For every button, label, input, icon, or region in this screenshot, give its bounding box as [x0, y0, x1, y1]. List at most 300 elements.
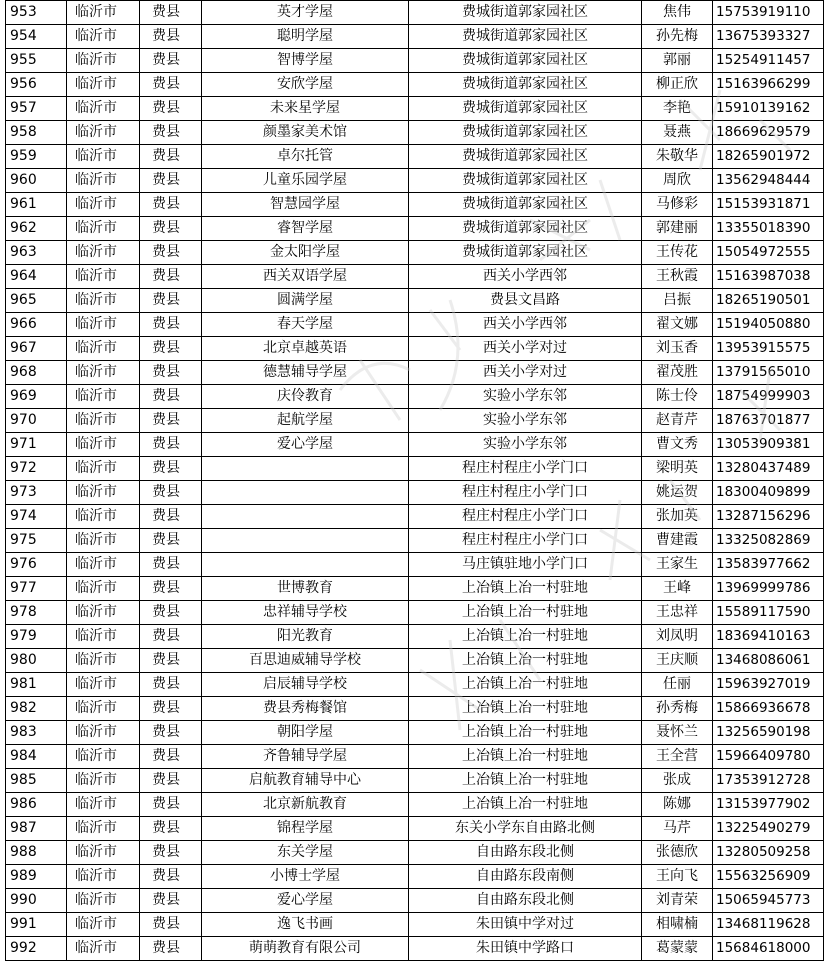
address-cell: 上冶镇上冶一村驻地: [409, 673, 642, 697]
institution-name-cell: 起航学屋: [202, 409, 409, 433]
address-cell: 西关小学对过: [409, 337, 642, 361]
row-number: 967: [6, 337, 67, 361]
row-number: 986: [6, 793, 67, 817]
contact-person-cell: 孙先梅: [642, 25, 713, 49]
row-number: 959: [6, 145, 67, 169]
county-cell: 费县: [140, 409, 202, 433]
row-number: 984: [6, 745, 67, 769]
phone-cell: 13791565010: [713, 361, 824, 385]
county-cell: 费县: [140, 361, 202, 385]
institution-name-cell: 启航教育辅导中心: [202, 769, 409, 793]
table-row: [6, 313, 824, 337]
phone-cell: 13468119628: [713, 913, 824, 937]
city-cell: 临沂市: [67, 697, 140, 721]
address-cell: 费城街道郭家园社区: [409, 1, 642, 25]
institution-name-cell: 金太阳学屋: [202, 241, 409, 265]
city-cell: 临沂市: [67, 217, 140, 241]
contact-person-cell: 陈士伶: [642, 385, 713, 409]
phone-cell: 18669629579: [713, 121, 824, 145]
city-cell: 临沂市: [67, 409, 140, 433]
county-cell: 费县: [140, 289, 202, 313]
county-cell: 费县: [140, 337, 202, 361]
institution-name-cell: 儿童乐园学屋: [202, 169, 409, 193]
county-cell: 费县: [140, 745, 202, 769]
contact-person-cell: 吕振: [642, 289, 713, 313]
county-cell: 费县: [140, 193, 202, 217]
contact-person-cell: 陈娜: [642, 793, 713, 817]
contact-person-cell: 聂怀兰: [642, 721, 713, 745]
table-row: [6, 97, 824, 121]
city-cell: 临沂市: [67, 121, 140, 145]
county-cell: 费县: [140, 433, 202, 457]
table-row: [6, 241, 824, 265]
address-cell: 费城街道郭家园社区: [409, 241, 642, 265]
city-cell: 临沂市: [67, 1, 140, 25]
row-number: 958: [6, 121, 67, 145]
contact-person-cell: 马修彩: [642, 193, 713, 217]
county-cell: 费县: [140, 577, 202, 601]
address-cell: 程庄村程庄小学门口: [409, 529, 642, 553]
table-row: [6, 265, 824, 289]
contact-person-cell: 张加英: [642, 505, 713, 529]
row-number: 977: [6, 577, 67, 601]
phone-cell: 13280437489: [713, 457, 824, 481]
institution-name-cell: 智慧园学屋: [202, 193, 409, 217]
city-cell: 临沂市: [67, 745, 140, 769]
institution-name-cell: 安欣学屋: [202, 73, 409, 97]
institution-name-cell: [202, 505, 409, 529]
table-row: [6, 193, 824, 217]
phone-cell: 13225490279: [713, 817, 824, 841]
address-cell: 费城街道郭家园社区: [409, 217, 642, 241]
document-page: [5, 0, 823, 961]
table-row: [6, 649, 824, 673]
row-number: 964: [6, 265, 67, 289]
contact-person-cell: 葛蒙蒙: [642, 937, 713, 961]
table-row: [6, 505, 824, 529]
contact-person-cell: 聂燕: [642, 121, 713, 145]
row-number: 965: [6, 289, 67, 313]
city-cell: 临沂市: [67, 169, 140, 193]
institution-name-cell: [202, 457, 409, 481]
contact-person-cell: 王秋霞: [642, 265, 713, 289]
row-number: 971: [6, 433, 67, 457]
institution-name-cell: 爱心学屋: [202, 889, 409, 913]
row-number: 991: [6, 913, 67, 937]
row-number: 963: [6, 241, 67, 265]
address-cell: 上冶镇上冶一村驻地: [409, 601, 642, 625]
phone-cell: 15065945773: [713, 889, 824, 913]
address-cell: 上冶镇上冶一村驻地: [409, 577, 642, 601]
county-cell: 费县: [140, 841, 202, 865]
contact-person-cell: 王庆顺: [642, 649, 713, 673]
institution-name-cell: 逸飞书画: [202, 913, 409, 937]
address-cell: 实验小学东邻: [409, 385, 642, 409]
county-cell: 费县: [140, 889, 202, 913]
city-cell: 临沂市: [67, 385, 140, 409]
row-number: 972: [6, 457, 67, 481]
county-cell: 费县: [140, 97, 202, 121]
phone-cell: 15054972555: [713, 241, 824, 265]
table-row: [6, 73, 824, 97]
contact-person-cell: 周欣: [642, 169, 713, 193]
institution-name-cell: 费县秀梅餐馆: [202, 697, 409, 721]
city-cell: 临沂市: [67, 649, 140, 673]
phone-cell: 15753919110: [713, 1, 824, 25]
row-number: 957: [6, 97, 67, 121]
contact-person-cell: 柳正欣: [642, 73, 713, 97]
contact-person-cell: 王峰: [642, 577, 713, 601]
city-cell: 临沂市: [67, 241, 140, 265]
table-row: [6, 121, 824, 145]
city-cell: 临沂市: [67, 145, 140, 169]
row-number: 968: [6, 361, 67, 385]
row-number: 966: [6, 313, 67, 337]
table-row: [6, 625, 824, 649]
address-cell: 上冶镇上冶一村驻地: [409, 721, 642, 745]
phone-cell: 15163987038: [713, 265, 824, 289]
county-cell: 费县: [140, 505, 202, 529]
contact-person-cell: 梁明英: [642, 457, 713, 481]
table-row: [6, 1, 824, 25]
institution-name-cell: 锦程学屋: [202, 817, 409, 841]
address-cell: 实验小学东邻: [409, 409, 642, 433]
county-cell: 费县: [140, 313, 202, 337]
table-row: [6, 25, 824, 49]
city-cell: 临沂市: [67, 337, 140, 361]
institution-table: [5, 0, 824, 961]
table-row: [6, 433, 824, 457]
row-number: 973: [6, 481, 67, 505]
contact-person-cell: 郭建丽: [642, 217, 713, 241]
address-cell: 费城街道郭家园社区: [409, 25, 642, 49]
institution-name-cell: 北京新航教育: [202, 793, 409, 817]
address-cell: 马庄镇驻地小学门口: [409, 553, 642, 577]
table-row: [6, 409, 824, 433]
table-row: [6, 937, 824, 961]
institution-name-cell: 德慧辅导学屋: [202, 361, 409, 385]
contact-person-cell: 翟茂胜: [642, 361, 713, 385]
row-number: 956: [6, 73, 67, 97]
institution-name-cell: [202, 481, 409, 505]
table-row: [6, 49, 824, 73]
contact-person-cell: 刘玉香: [642, 337, 713, 361]
row-number: 990: [6, 889, 67, 913]
contact-person-cell: 张德欣: [642, 841, 713, 865]
phone-cell: 18369410163: [713, 625, 824, 649]
city-cell: 临沂市: [67, 49, 140, 73]
city-cell: 临沂市: [67, 769, 140, 793]
address-cell: 自由路东段南侧: [409, 865, 642, 889]
contact-person-cell: 朱敬华: [642, 145, 713, 169]
address-cell: 东关小学东自由路北侧: [409, 817, 642, 841]
institution-name-cell: 英才学屋: [202, 1, 409, 25]
phone-cell: 15194050880: [713, 313, 824, 337]
phone-cell: 15563256909: [713, 865, 824, 889]
phone-cell: 15963927019: [713, 673, 824, 697]
phone-cell: 18763701877: [713, 409, 824, 433]
county-cell: 费县: [140, 721, 202, 745]
institution-name-cell: [202, 529, 409, 553]
city-cell: 临沂市: [67, 529, 140, 553]
table-row: [6, 769, 824, 793]
table-row: [6, 673, 824, 697]
table-row: [6, 169, 824, 193]
institution-name-cell: 北京卓越英语: [202, 337, 409, 361]
institution-name-cell: 圆满学屋: [202, 289, 409, 313]
row-number: 983: [6, 721, 67, 745]
contact-person-cell: 曹文秀: [642, 433, 713, 457]
institution-name-cell: 爱心学屋: [202, 433, 409, 457]
institution-name-cell: 西关双语学屋: [202, 265, 409, 289]
table-row: [6, 481, 824, 505]
institution-name-cell: 颜墨家美术馆: [202, 121, 409, 145]
institution-name-cell: 春天学屋: [202, 313, 409, 337]
institution-name-cell: 智博学屋: [202, 49, 409, 73]
contact-person-cell: 相啸楠: [642, 913, 713, 937]
table-row: [6, 697, 824, 721]
institution-name-cell: 齐鲁辅导学屋: [202, 745, 409, 769]
table-row: [6, 145, 824, 169]
city-cell: 临沂市: [67, 25, 140, 49]
address-cell: 费城街道郭家园社区: [409, 145, 642, 169]
county-cell: 费县: [140, 1, 202, 25]
row-number: 982: [6, 697, 67, 721]
row-number: 955: [6, 49, 67, 73]
contact-person-cell: 王忠祥: [642, 601, 713, 625]
city-cell: 临沂市: [67, 505, 140, 529]
city-cell: 临沂市: [67, 673, 140, 697]
row-number: 960: [6, 169, 67, 193]
contact-person-cell: 曹建霞: [642, 529, 713, 553]
table-row: [6, 721, 824, 745]
phone-cell: 18265901972: [713, 145, 824, 169]
row-number: 980: [6, 649, 67, 673]
table-row: [6, 337, 824, 361]
city-cell: 临沂市: [67, 601, 140, 625]
institution-name-cell: 忠祥辅导学校: [202, 601, 409, 625]
row-number: 987: [6, 817, 67, 841]
city-cell: 临沂市: [67, 361, 140, 385]
table-row: [6, 529, 824, 553]
table-row: [6, 289, 824, 313]
institution-name-cell: 聪明学屋: [202, 25, 409, 49]
phone-cell: 18300409899: [713, 481, 824, 505]
city-cell: 临沂市: [67, 265, 140, 289]
county-cell: 费县: [140, 625, 202, 649]
address-cell: 上冶镇上冶一村驻地: [409, 625, 642, 649]
phone-cell: 18754999903: [713, 385, 824, 409]
county-cell: 费县: [140, 937, 202, 961]
row-number: 992: [6, 937, 67, 961]
city-cell: 临沂市: [67, 577, 140, 601]
row-number: 978: [6, 601, 67, 625]
address-cell: 程庄村程庄小学门口: [409, 505, 642, 529]
contact-person-cell: 王传花: [642, 241, 713, 265]
city-cell: 临沂市: [67, 553, 140, 577]
phone-cell: 13355018390: [713, 217, 824, 241]
institution-name-cell: 启辰辅导学校: [202, 673, 409, 697]
address-cell: 费城街道郭家园社区: [409, 73, 642, 97]
city-cell: 临沂市: [67, 721, 140, 745]
phone-cell: 17353912728: [713, 769, 824, 793]
county-cell: 费县: [140, 145, 202, 169]
phone-cell: 13953915575: [713, 337, 824, 361]
address-cell: 上冶镇上冶一村驻地: [409, 697, 642, 721]
institution-name-cell: 阳光教育: [202, 625, 409, 649]
address-cell: 费县文昌路: [409, 289, 642, 313]
table-row: [6, 217, 824, 241]
city-cell: 临沂市: [67, 193, 140, 217]
contact-person-cell: 姚运贺: [642, 481, 713, 505]
address-cell: 西关小学对过: [409, 361, 642, 385]
row-number: 970: [6, 409, 67, 433]
row-number: 985: [6, 769, 67, 793]
institution-name-cell: [202, 553, 409, 577]
county-cell: 费县: [140, 817, 202, 841]
table-row: [6, 817, 824, 841]
city-cell: 临沂市: [67, 481, 140, 505]
row-number: 989: [6, 865, 67, 889]
county-cell: 费县: [140, 121, 202, 145]
contact-person-cell: 刘凤明: [642, 625, 713, 649]
address-cell: 费城街道郭家园社区: [409, 49, 642, 73]
address-cell: 自由路东段北侧: [409, 841, 642, 865]
institution-name-cell: 庆伶教育: [202, 385, 409, 409]
county-cell: 费县: [140, 769, 202, 793]
address-cell: 实验小学东邻: [409, 433, 642, 457]
address-cell: 费城街道郭家园社区: [409, 169, 642, 193]
county-cell: 费县: [140, 649, 202, 673]
table-row: [6, 793, 824, 817]
county-cell: 费县: [140, 385, 202, 409]
city-cell: 临沂市: [67, 865, 140, 889]
row-number: 974: [6, 505, 67, 529]
city-cell: 临沂市: [67, 433, 140, 457]
table-row: [6, 457, 824, 481]
table-row: [6, 865, 824, 889]
address-cell: 西关小学西邻: [409, 265, 642, 289]
city-cell: 临沂市: [67, 937, 140, 961]
address-cell: 上冶镇上冶一村驻地: [409, 769, 642, 793]
contact-person-cell: 孙秀梅: [642, 697, 713, 721]
city-cell: 临沂市: [67, 889, 140, 913]
table-row: [6, 553, 824, 577]
phone-cell: 15684618000: [713, 937, 824, 961]
institution-name-cell: 萌萌教育有限公司: [202, 937, 409, 961]
row-number: 979: [6, 625, 67, 649]
county-cell: 费县: [140, 529, 202, 553]
phone-cell: 18265190501: [713, 289, 824, 313]
address-cell: 自由路东段北侧: [409, 889, 642, 913]
county-cell: 费县: [140, 697, 202, 721]
address-cell: 上冶镇上冶一村驻地: [409, 745, 642, 769]
contact-person-cell: 刘青荣: [642, 889, 713, 913]
phone-cell: 15866936678: [713, 697, 824, 721]
county-cell: 费县: [140, 913, 202, 937]
contact-person-cell: 郭丽: [642, 49, 713, 73]
phone-cell: 13562948444: [713, 169, 824, 193]
table-row: [6, 361, 824, 385]
county-cell: 费县: [140, 25, 202, 49]
contact-person-cell: 王向飞: [642, 865, 713, 889]
address-cell: 费城街道郭家园社区: [409, 97, 642, 121]
address-cell: 朱田镇中学路口: [409, 937, 642, 961]
institution-name-cell: 卓尔托管: [202, 145, 409, 169]
city-cell: 临沂市: [67, 289, 140, 313]
phone-cell: 15589117590: [713, 601, 824, 625]
row-number: 975: [6, 529, 67, 553]
contact-person-cell: 张成: [642, 769, 713, 793]
row-number: 961: [6, 193, 67, 217]
county-cell: 费县: [140, 241, 202, 265]
phone-cell: 13325082869: [713, 529, 824, 553]
phone-cell: 13468086061: [713, 649, 824, 673]
county-cell: 费县: [140, 673, 202, 697]
institution-name-cell: 小博士学屋: [202, 865, 409, 889]
county-cell: 费县: [140, 457, 202, 481]
address-cell: 费城街道郭家园社区: [409, 193, 642, 217]
row-number: 962: [6, 217, 67, 241]
contact-person-cell: 任丽: [642, 673, 713, 697]
table-row: [6, 577, 824, 601]
row-number: 954: [6, 25, 67, 49]
address-cell: 西关小学西邻: [409, 313, 642, 337]
county-cell: 费县: [140, 217, 202, 241]
institution-name-cell: 睿智学屋: [202, 217, 409, 241]
phone-cell: 15153931871: [713, 193, 824, 217]
phone-cell: 13583977662: [713, 553, 824, 577]
county-cell: 费县: [140, 601, 202, 625]
address-cell: 朱田镇中学对过: [409, 913, 642, 937]
phone-cell: 15966409780: [713, 745, 824, 769]
address-cell: 上冶镇上冶一村驻地: [409, 793, 642, 817]
phone-cell: 13969999786: [713, 577, 824, 601]
row-number: 981: [6, 673, 67, 697]
institution-name-cell: 世博教育: [202, 577, 409, 601]
phone-cell: 15163966299: [713, 73, 824, 97]
contact-person-cell: 焦伟: [642, 1, 713, 25]
row-number: 988: [6, 841, 67, 865]
county-cell: 费县: [140, 553, 202, 577]
phone-cell: 13153977902: [713, 793, 824, 817]
table-row: [6, 889, 824, 913]
contact-person-cell: 翟文娜: [642, 313, 713, 337]
table-row: [6, 385, 824, 409]
city-cell: 临沂市: [67, 817, 140, 841]
table-body: [6, 1, 824, 961]
table-row: [6, 841, 824, 865]
contact-person-cell: 李艳: [642, 97, 713, 121]
city-cell: 临沂市: [67, 913, 140, 937]
contact-person-cell: 赵青芹: [642, 409, 713, 433]
city-cell: 临沂市: [67, 457, 140, 481]
address-cell: 上冶镇上冶一村驻地: [409, 649, 642, 673]
county-cell: 费县: [140, 793, 202, 817]
city-cell: 临沂市: [67, 73, 140, 97]
row-number: 969: [6, 385, 67, 409]
phone-cell: 13287156296: [713, 505, 824, 529]
contact-person-cell: 马芹: [642, 817, 713, 841]
county-cell: 费县: [140, 73, 202, 97]
county-cell: 费县: [140, 265, 202, 289]
city-cell: 临沂市: [67, 313, 140, 337]
county-cell: 费县: [140, 481, 202, 505]
city-cell: 临沂市: [67, 841, 140, 865]
institution-name-cell: 未来星学屋: [202, 97, 409, 121]
county-cell: 费县: [140, 865, 202, 889]
institution-name-cell: 朝阳学屋: [202, 721, 409, 745]
